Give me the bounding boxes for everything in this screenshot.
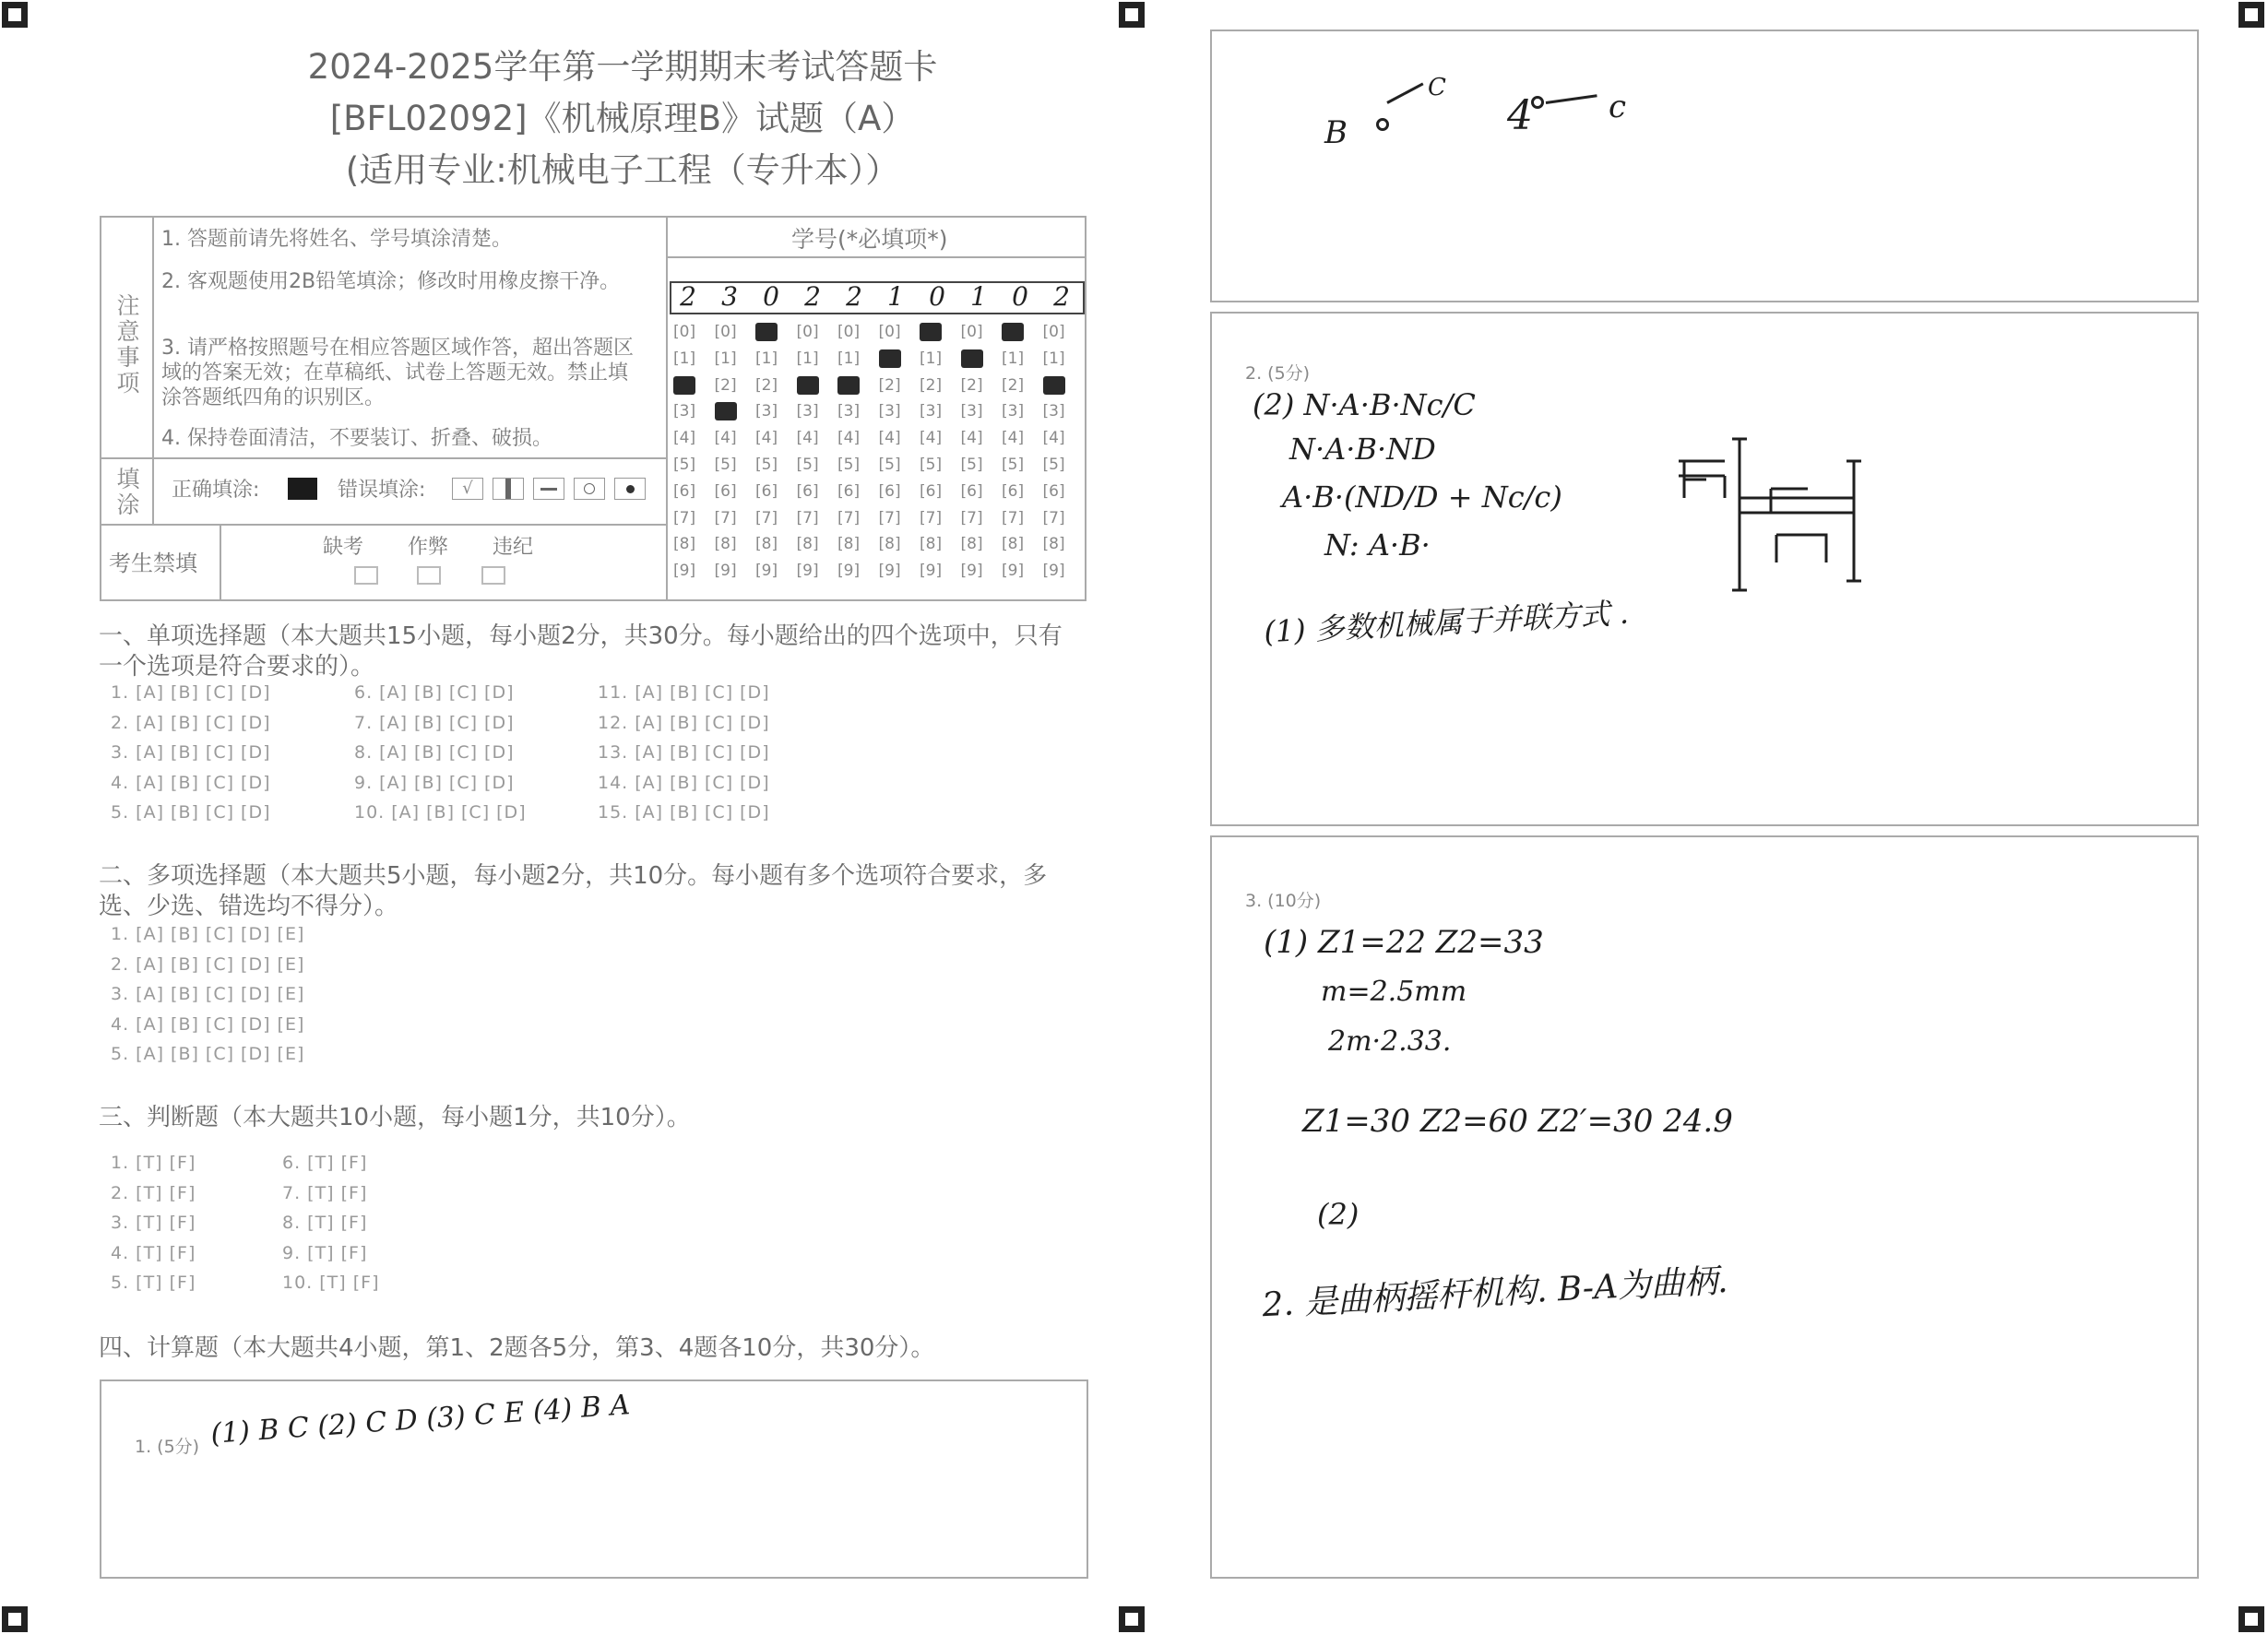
single-choice-row[interactable]: 13. [A] [B] [C] [D] [598,742,770,763]
id-digit-6: 1 [887,281,904,312]
id-bubble[interactable]: [9] [755,562,778,581]
box1-hw-b: B [1324,114,1348,151]
multi-choice-row[interactable]: 5. [A] [B] [C] [D] [E] [111,1044,305,1064]
q3-line-6: 2. 是曲柄摇杆机构. B-A为曲柄. [1261,1261,1729,1325]
notice-item-1: 1. 答题前请先将姓名、学号填涂清楚。 [161,228,512,251]
id-bubble[interactable]: [9] [960,562,983,581]
true-false-row[interactable]: 6. [T] [F] [282,1153,368,1173]
id-bubble[interactable]: [4] [1042,429,1065,448]
id-bubble[interactable]: [4] [1002,429,1025,448]
true-false-row[interactable]: 1. [T] [F] [111,1153,196,1173]
id-bubble[interactable] [879,349,901,368]
id-bubble[interactable]: [8] [878,535,901,554]
single-choice-row[interactable]: 1. [A] [B] [C] [D] [111,682,271,703]
forbidden-violation-checkbox[interactable] [481,566,505,585]
id-bubble[interactable]: [9] [920,562,943,581]
single-choice-row[interactable]: 3. [A] [B] [C] [D] [111,742,271,763]
id-bubble[interactable]: [0] [673,323,696,341]
id-bubble[interactable] [673,376,695,395]
id-bubble[interactable]: [0] [960,323,983,341]
true-false-row[interactable]: 9. [T] [F] [282,1242,368,1263]
id-bubble[interactable]: [8] [714,535,737,554]
q2-line-1: (2) N·A·B·Nc/C [1253,387,1476,422]
id-digit-3: 0 [763,281,779,312]
id-bubble[interactable]: [7] [920,508,943,527]
student-id-digits [670,281,1085,314]
id-bubble[interactable]: [1] [1042,349,1065,368]
id-bubble[interactable]: [6] [1042,481,1065,501]
id-bubble[interactable] [1002,323,1024,341]
id-bubble[interactable]: [9] [673,562,696,581]
corner-marker-top-center [1119,2,1145,28]
q1-label: 1. (5分) [135,1437,200,1457]
id-bubble[interactable]: [1] [673,349,696,368]
id-bubble[interactable]: [4] [960,429,983,448]
id-digit-5: 2 [846,281,862,312]
wrong-fill-check-icon: √ [452,478,483,500]
forbidden-violation-label: 违纪 [493,536,534,559]
id-bubble[interactable]: [8] [837,535,861,554]
id-bubble[interactable]: [4] [755,429,778,448]
exam-title: 2024-2025学年第一学期期末考试答题卡 [307,47,938,87]
id-bubble[interactable]: [7] [796,508,819,527]
corner-marker-top-left [2,2,28,28]
id-bubble[interactable]: [0] [837,323,861,341]
id-bubble[interactable]: [0] [1042,323,1065,341]
corner-marker-bottom-right [2238,1606,2264,1632]
q1-handwritten-answer: (1) B C (2) C D (3) C E (4) B A [209,1389,632,1450]
id-bubble[interactable]: [8] [920,535,943,554]
id-bubble[interactable]: [6] [960,481,983,501]
id-bubble[interactable]: [5] [837,456,861,474]
section2-answers[interactable] [111,924,572,1072]
notice-side-label: 注意事项 [116,292,140,397]
id-bubble[interactable]: [4] [673,429,696,448]
id-bubble[interactable]: [0] [714,323,737,341]
id-bubble[interactable]: [6] [796,481,819,501]
id-bubble[interactable]: [8] [796,535,819,554]
true-false-row[interactable]: 3. [T] [F] [111,1213,196,1233]
forbidden-absent-checkbox[interactable] [354,566,378,585]
notice-item-2: 2. 客观题使用2B铅笔填涂；修改时用橡皮擦干净。 [161,270,621,293]
id-bubble[interactable]: [6] [755,481,778,501]
id-bubble[interactable]: [3] [960,402,983,421]
major-title: (适用专业:机械电子工程（专升本）） [345,150,900,190]
id-bubble[interactable]: [7] [1042,508,1065,527]
box1-hw-c2: c [1609,89,1627,125]
box1-hw-4: 4 [1507,92,1533,139]
wrong-fill-bar-icon [493,478,524,500]
notice-item-4: 4. 保持卷面清洁，不要装订、折叠、破损。 [161,427,552,450]
section1-title: 一、单项选择题（本大题共15小题，每小题2分，共30分。每小题给出的四个选项中，只有一个选项是符合要求的）。 [99,622,1063,681]
id-bubble[interactable] [837,376,860,395]
right-answer-box-1[interactable] [1210,30,2199,302]
id-bubble[interactable]: [6] [878,481,901,501]
q2-line-5: (1) 多数机械属于并联方式 . [1263,595,1630,650]
single-choice-row[interactable]: 2. [A] [B] [C] [D] [111,712,271,733]
forbidden-label: 考生禁填 [109,551,197,576]
correct-fill-label: 正确填涂: [172,479,260,502]
id-bubble[interactable]: [5] [714,456,737,474]
id-bubble[interactable] [1043,376,1065,395]
q2-line-3: A·B·(ND/D + Nc/c) [1282,480,1562,515]
id-bubble[interactable]: [7] [714,508,737,527]
true-false-row[interactable]: 2. [T] [F] [111,1182,196,1203]
id-bubble[interactable]: [2] [1002,375,1025,395]
id-digit-10: 2 [1053,281,1070,312]
id-bubble[interactable] [920,323,942,341]
id-bubble[interactable] [961,349,983,368]
id-bubble[interactable] [715,402,737,420]
corner-marker-bottom-center [1119,1606,1145,1632]
multi-choice-row[interactable]: 2. [A] [B] [C] [D] [E] [111,953,305,975]
q3-line-2: m=2.5mm [1321,976,1467,1008]
id-bubble[interactable] [797,376,819,395]
id-bubble[interactable]: [1] [796,349,819,368]
gear-train-sketch [1669,433,1872,599]
id-digit-9: 0 [1012,281,1028,312]
id-bubble[interactable]: [6] [837,481,861,501]
id-bubble[interactable]: [3] [837,402,861,421]
id-bubble[interactable]: [4] [796,429,819,448]
id-bubble[interactable]: [9] [1042,562,1065,581]
wrong-fill-dot-icon [614,478,646,500]
multi-choice-row[interactable]: 1. [A] [B] [C] [D] [E] [111,924,305,944]
id-bubble[interactable]: [3] [796,402,819,421]
section4-title: 四、计算题（本大题共4小题，第1、2题各5分，第3、4题各10分，共30分）。 [99,1334,935,1362]
id-bubble[interactable]: [7] [837,508,861,527]
course-title: [BFL02092]《机械原理B》试题（A） [329,99,916,138]
single-choice-row[interactable]: 12. [A] [B] [C] [D] [598,712,770,733]
student-id-bubble-grid[interactable] [673,323,1085,590]
section1-answers[interactable] [111,682,1088,830]
id-bubble[interactable]: [9] [878,562,901,581]
id-digit-7: 0 [929,281,945,312]
id-bubble[interactable]: [3] [1002,402,1025,421]
id-bubble[interactable]: [6] [673,481,696,501]
true-false-row[interactable]: 7. [T] [F] [282,1182,368,1203]
id-bubble[interactable]: [7] [960,508,983,527]
pivot-icon-2 [1531,96,1544,109]
id-digit-8: 1 [970,281,987,312]
single-choice-row[interactable]: 9. [A] [B] [C] [D] [354,772,515,793]
id-bubble[interactable]: [4] [837,429,861,448]
corner-marker-bottom-left [2,1606,28,1632]
forbidden-cheat-checkbox[interactable] [417,566,441,585]
true-false-row[interactable]: 5. [T] [F] [111,1273,196,1293]
id-bubble[interactable]: [2] [755,375,778,395]
single-choice-row[interactable]: 10. [A] [B] [C] [D] [354,802,527,823]
id-bubble[interactable]: [5] [960,456,983,474]
single-choice-row[interactable]: 7. [A] [B] [C] [D] [354,712,515,733]
id-bubble[interactable]: [4] [920,429,943,448]
id-bubble[interactable]: [7] [755,508,778,527]
q3-label: 3. (10分) [1245,891,1322,911]
id-digit-4: 2 [804,281,821,312]
id-bubble[interactable]: [8] [1002,535,1025,554]
pivot-icon [1376,118,1389,131]
id-bubble[interactable]: [5] [755,456,778,474]
id-bubble[interactable]: [1] [920,349,943,368]
id-bubble[interactable]: [8] [960,535,983,554]
fill-label: 填涂 [116,466,140,518]
id-digit-2: 3 [721,281,738,312]
id-bubble[interactable]: [5] [920,456,943,474]
id-bubble[interactable]: [3] [755,402,778,421]
wrong-fill-label: 错误填涂: [338,479,426,502]
id-bubble[interactable]: [9] [837,562,861,581]
id-bubble[interactable]: [5] [1002,456,1025,474]
id-bubble[interactable]: [5] [878,456,901,474]
multi-choice-row[interactable]: 4. [A] [B] [C] [D] [E] [111,1013,305,1035]
id-bubble[interactable]: [1] [755,349,778,368]
multi-choice-row[interactable]: 3. [A] [B] [C] [D] [E] [111,984,305,1004]
id-bubble[interactable]: [6] [714,481,737,501]
id-bubble[interactable] [755,323,778,341]
id-digit-1: 2 [680,281,696,312]
id-bubble[interactable]: [7] [1002,508,1025,527]
q3-line-5: (2) [1317,1197,1360,1232]
box1-hw-c: C [1428,74,1446,101]
id-bubble[interactable]: [2] [920,375,943,395]
id-bubble[interactable]: [4] [714,429,737,448]
section3-title: 三、判断题（本大题共10小题，每小题1分，共10分）。 [99,1104,691,1131]
id-bubble[interactable]: [9] [1002,562,1025,581]
id-bubble[interactable]: [5] [1042,456,1065,474]
section3-answers[interactable] [111,1153,572,1300]
true-false-row[interactable]: 4. [T] [F] [111,1242,196,1263]
id-bubble[interactable]: [1] [1002,349,1025,368]
id-bubble[interactable]: [9] [714,562,737,581]
id-bubble[interactable]: [3] [920,402,943,421]
corner-marker-top-right [2238,2,2264,28]
id-bubble[interactable]: [1] [837,349,861,368]
single-choice-row[interactable]: 15. [A] [B] [C] [D] [598,802,770,823]
id-bubble[interactable]: [4] [878,429,901,448]
id-bubble[interactable]: [0] [796,323,819,341]
forbidden-absent-label: 缺考 [323,536,364,559]
single-choice-row[interactable]: 14. [A] [B] [C] [D] [598,772,770,793]
single-choice-row[interactable]: 5. [A] [B] [C] [D] [111,802,271,823]
id-bubble[interactable]: [9] [796,562,819,581]
q3-line-3: 2m·2.33. [1328,1025,1452,1058]
id-bubble[interactable]: [8] [673,535,696,554]
forbidden-cheat-label: 作弊 [408,536,449,559]
q3-line-1: (1) Z1=22 Z2=33 [1264,924,1544,961]
single-choice-row[interactable]: 11. [A] [B] [C] [D] [598,682,770,703]
correct-fill-sample [288,478,317,500]
id-bubble[interactable]: [7] [673,508,696,527]
id-bubble[interactable]: [2] [878,375,901,395]
single-choice-row[interactable]: 8. [A] [B] [C] [D] [354,742,515,763]
id-bubble[interactable]: [8] [755,535,778,554]
id-bubble[interactable]: [5] [796,456,819,474]
id-bubble[interactable]: [3] [673,402,696,421]
q2-line-4: N: A·B· [1324,527,1431,562]
notice-item-3: 3. 请严格按照题号在相应答题区域作答，超出答题区域的答案无效；在草稿纸、试卷上答题无效。禁止填涂答题纸四角的识别区。 [161,337,634,409]
section2-title: 二、多项选择题（本大题共5小题，每小题2分，共10分。每小题有多个选项符合要求，多选、少选、错选均不得分）。 [99,862,1048,920]
q3-line-4: Z1=30 Z2=60 Z2′=30 24.9 [1302,1103,1733,1140]
id-bubble[interactable]: [5] [673,456,696,474]
wrong-fill-dash-icon [533,478,564,500]
id-bubble[interactable]: [6] [1002,481,1025,501]
student-id-label: 学号(*必填项*) [791,226,948,253]
true-false-row[interactable]: 10. [T] [F] [282,1273,380,1293]
id-bubble[interactable]: [2] [714,375,737,395]
id-bubble[interactable]: [3] [1042,402,1065,421]
single-choice-row[interactable]: 6. [A] [B] [C] [D] [354,682,515,703]
single-choice-row[interactable]: 4. [A] [B] [C] [D] [111,772,271,793]
id-bubble[interactable]: [6] [920,481,943,501]
q2-label: 2. (5分) [1245,363,1311,384]
id-bubble[interactable]: [8] [1042,535,1065,554]
true-false-row[interactable]: 8. [T] [F] [282,1213,368,1233]
wrong-fill-circle-icon [574,478,605,500]
q2-line-2: N·A·B·ND [1289,432,1436,467]
id-bubble[interactable]: [2] [960,375,983,395]
id-bubble[interactable]: [1] [714,349,737,368]
id-bubble[interactable]: [7] [878,508,901,527]
id-bubble[interactable]: [0] [878,323,901,341]
id-bubble[interactable]: [3] [878,402,901,421]
